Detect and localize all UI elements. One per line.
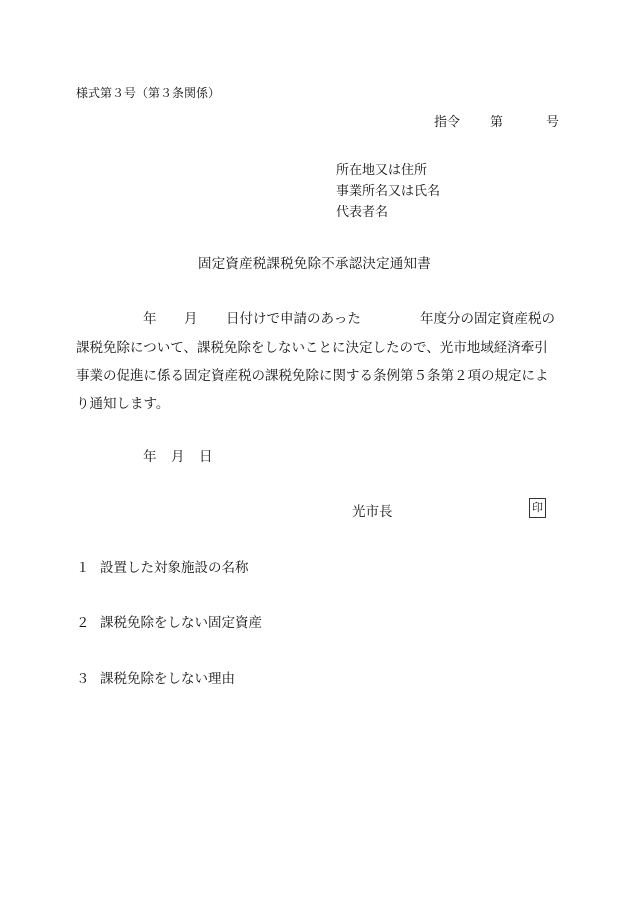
- issue-go: 号: [546, 115, 560, 130]
- seal-mark: 印: [529, 498, 546, 518]
- item-text: 課税免除をしない理由: [100, 671, 235, 687]
- body-line-4: り通知します。: [76, 396, 170, 412]
- business-name-label: 事業所名又は氏名: [336, 184, 441, 199]
- body-applied: 日付けで申請のあった: [226, 311, 361, 327]
- body-year: 年: [143, 311, 157, 327]
- issue-dai: 第: [490, 115, 504, 130]
- mayor-name: 光市長: [352, 504, 393, 520]
- item-number: １: [76, 560, 90, 576]
- body-line-2: 課税免除について、課税免除をしないことに決定したので、光市地域経済牽引: [76, 340, 548, 356]
- item-number: ２: [76, 615, 90, 631]
- body-rest: 年度分の固定資産税の: [420, 311, 555, 327]
- date-month: 月: [171, 449, 185, 465]
- body-month: 月: [184, 311, 198, 327]
- document-title: 固定資産税課税免除不承認決定通知書: [198, 256, 431, 272]
- date-year: 年: [143, 449, 157, 465]
- body-line-3: 事業の促進に係る固定資産税の課税免除に関する条例第５条第２項の規定によ: [76, 368, 549, 384]
- item-number: ３: [76, 671, 90, 687]
- date-day: 日: [199, 449, 213, 465]
- representative-label: 代表者名: [336, 205, 389, 220]
- form-number: 様式第３号（第３条関係）: [76, 86, 221, 100]
- item-text: 課税免除をしない固定資産: [100, 615, 262, 631]
- issue-shirei: 指令: [434, 115, 461, 130]
- item-text: 設置した対象施設の名称: [100, 560, 249, 576]
- address-label: 所在地又は住所: [336, 163, 428, 178]
